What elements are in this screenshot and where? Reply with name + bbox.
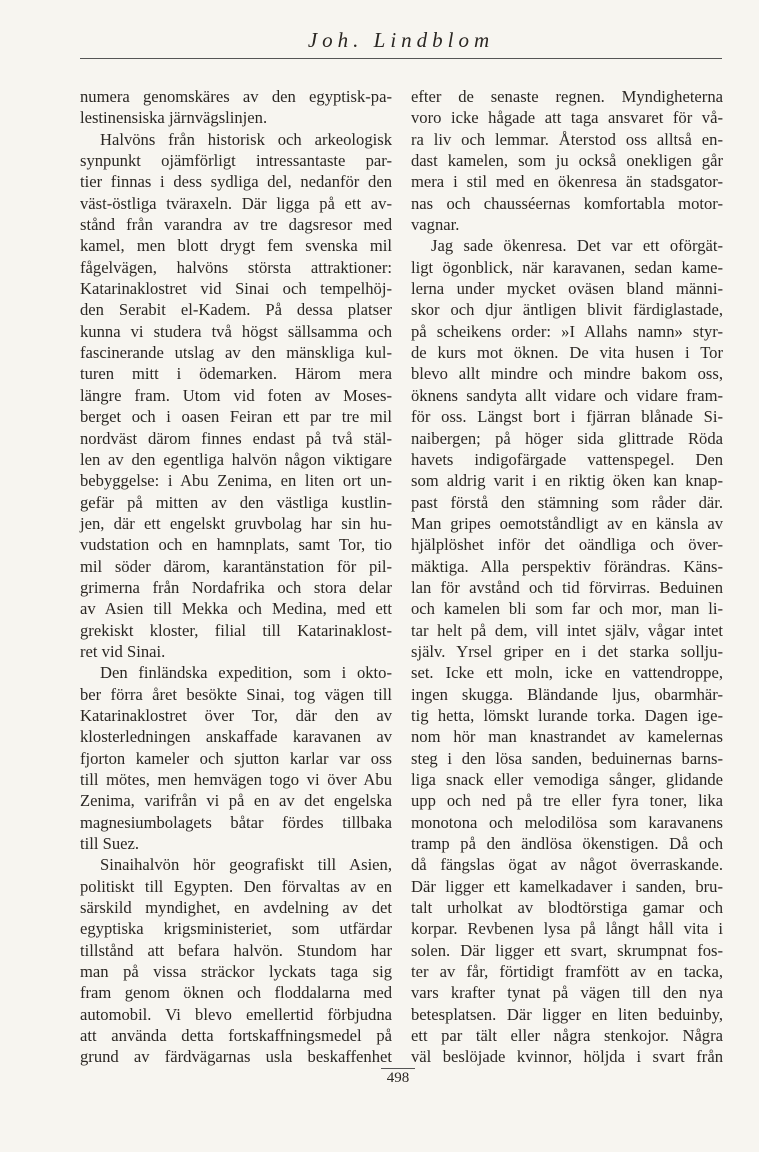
text-line: numera genomskäres av den egyptisk-pa- <box>80 87 392 106</box>
text-line: och kamelen bli som far och mor, man li- <box>411 599 723 619</box>
text-line: Katarinaklostret vid Sinai och tempelhöj- <box>80 279 392 299</box>
text-line: skor och djur äntligen blivit färdiglastade, <box>411 300 723 320</box>
text-line: upp och ned på tre eller fyra toner, lika <box>411 791 723 811</box>
text-line: för oss. Längst bort i fjärran blånade Si- <box>411 407 723 427</box>
text-line: till Suez. <box>80 834 139 854</box>
paragraph <box>80 662 392 854</box>
text-line: voro icke hågade att taga ansvaret för vå- <box>411 108 723 128</box>
right-column <box>411 86 723 1068</box>
text-line: liga snack eller vemodiga sånger, glidande <box>411 770 723 789</box>
text-line: grimerna från Nordafrika och stora delar <box>80 577 392 597</box>
text-line: ingen skugga. Bländande ljus, obarmhär- <box>411 684 723 704</box>
text-line: hjälplöshet inför det oändliga och över- <box>411 535 723 555</box>
text-line: fjorton kameler och sjutton karlar var oss <box>80 748 392 768</box>
text-line: lestinensiska järnvägslinjen. <box>80 108 268 128</box>
text-line: synpunkt ojämförligt intressantaste par- <box>80 151 392 171</box>
text-line: politiskt till Egypten. Den förvaltas av en <box>80 876 392 896</box>
text-line: då fängslas ögat av något överraskande. <box>411 855 723 875</box>
text-line: Zenima, varifrån vi på en av det engelska <box>80 791 392 811</box>
text-line: set. Icke ett moln, icke en vattendroppe, <box>411 663 723 683</box>
text-line: tier finnas i dess sydliga del, nedanför den <box>80 172 392 192</box>
text-line: vars krafter tynat på vägen till den nya <box>411 983 723 1003</box>
text-line: nas och chausséernas komfortabla motor- <box>411 193 723 213</box>
text-line: tillstånd att befara halvön. Stundom har <box>80 940 392 960</box>
text-line: ter av får, förtidigt framfött av en tacka, <box>411 962 723 982</box>
text-line: magnesiumbolagets båtar fördes tillbaka <box>80 812 392 832</box>
text-line: tar helt på dem, vill intet själv, vågar intet <box>411 620 723 640</box>
text-line: gefär på mitten av den västliga kustlin- <box>80 492 392 512</box>
text-line: fram genom öknen och floddalarna med <box>80 983 392 1003</box>
text-line: Jag sade ökenresa. Det var ett oförgät- <box>431 236 723 256</box>
text-line: turen mitt i ödemarken. Härom mera <box>80 364 392 384</box>
text-line: ret vid Sinai. <box>80 641 166 661</box>
text-line: tig hetta, lömskt lurande torka. Dagen ige- <box>411 705 723 725</box>
text-line: lerna under mycket oväsen bland männi- <box>411 279 723 299</box>
text-line: själv. Yrsel griper en i det starka sollju- <box>411 641 723 661</box>
text-line: betesplatsen. Där ligger en liten beduinby, <box>411 1004 723 1024</box>
text-line: lan för avstånd och tid förvirras. Beduinen <box>411 577 723 597</box>
text-line: Man gripes oemotståndligt av en känsla av <box>411 513 723 533</box>
text-line: len av den egentliga halvön någon viktigare <box>80 449 392 469</box>
text-line: vagnar. <box>411 215 460 235</box>
page-number: 498 <box>386 1070 410 1086</box>
text-line: klosterledningen anskaffade karavanen av <box>80 727 392 747</box>
text-line: tramp på den ändlösa ökenstigen. Då och <box>411 834 723 854</box>
text-line: ligt ögonblick, när karavanen, sedan kame- <box>411 257 723 277</box>
paragraph <box>80 86 392 129</box>
text-line: efter de senaste regnen. Myndigheterna <box>411 87 723 106</box>
text-line: nom hör man knastrandet av kamelernas <box>411 727 723 747</box>
text-line: naibergen; på höger sida glittrade Röda <box>411 428 723 448</box>
text-line: ra liv och lemmar. Återstod oss alltså en- <box>411 129 723 149</box>
paragraph <box>80 129 392 663</box>
paragraph <box>411 86 723 235</box>
text-line: mäktiga. Alla perspektiv förändras. Käns- <box>411 556 723 576</box>
text-line: monotona och melodilösa som karavanens <box>411 812 723 832</box>
text-line: att använda detta fortskaffningsmedel på <box>80 1026 392 1046</box>
text-line: automobil. Vi blevo emellertid förbjudna <box>80 1004 392 1024</box>
text-line: vudstation och en hamnplats, samt Tor, tio <box>80 535 392 555</box>
text-line: egyptiska krigsministeriet, som utfärdar <box>80 919 392 939</box>
text-line: Katarinaklostret över Tor, där den av <box>80 705 392 725</box>
text-line: dast kamelen, som ju också onekligen går <box>411 151 723 171</box>
page-number-rule <box>381 1068 415 1069</box>
text-line: öknens sandyta allt vidare och vidare fram- <box>411 385 723 405</box>
text-line: väl beslöjade kvinnor, höljda i svart från <box>411 1047 723 1067</box>
text-line: mera i stil med en ökenresa än stadsgator- <box>411 172 723 192</box>
text-line: man på vissa sträckor lyckats taga sig <box>80 962 392 982</box>
text-line: mil söder därom, karantänstation för pil- <box>80 556 392 576</box>
text-line: Där ligger ett kamelkadaver i sanden, bru- <box>411 876 723 896</box>
text-line: jen, där ett engelskt gruvbolag har sin hu- <box>80 513 392 533</box>
text-line: till mötes, men hemvägen togo vi över Abu <box>80 770 392 789</box>
paragraph <box>411 235 723 1067</box>
text-line: den Serabit el-Kadem. På dessa platser <box>80 300 392 320</box>
text-line: kamel, men blott drygt fem svenska mil <box>80 236 392 256</box>
text-line: Den finländska expedition, som i okto- <box>100 663 392 683</box>
text-line: som aldrig varit i en riktig öken kan knap- <box>411 471 723 491</box>
text-line: fascinerande utslag av den mänskliga kul- <box>80 343 392 363</box>
text-line: på scheikens order: »I Allahs namn» styr- <box>411 321 723 341</box>
text-line: havets indigofärgade vattenspegel. Den <box>411 449 723 469</box>
header-title: Joh. Lindblom <box>307 28 495 52</box>
text-line: talt urholkat av blodtörstiga gamar och <box>411 898 723 918</box>
paragraph <box>80 854 392 1067</box>
text-line: blevo allt mindre och mindre bakom oss, <box>411 364 723 384</box>
text-line: steg i den lösa sanden, beduinernas barns- <box>411 748 723 768</box>
running-header <box>80 26 722 59</box>
text-line: ber förra året besökte Sinai, tog vägen till <box>80 684 392 704</box>
text-line: bebyggelse: i Abu Zenima, en liten ort un- <box>80 471 392 491</box>
text-line: Halvöns från historisk och arkeologisk <box>100 129 392 149</box>
text-line: grekiskt kloster, filial till Katarinaklost- <box>80 620 392 640</box>
text-line: stånd från varandra av tre dagsresor med <box>80 215 392 235</box>
text-line: past förstå den stämning som råder där. <box>411 492 723 512</box>
text-line: de kurs mot öknen. De vita husen i Tor <box>411 343 723 363</box>
text-line: särskild myndighet, en avdelning av det <box>80 898 392 918</box>
text-line: av Asien till Mekka och Medina, med ett <box>80 599 392 619</box>
text-line: korpar. Revbenen lysa på långt håll vita i <box>411 919 723 939</box>
text-line: kunna vi studera två högst sällsamma och <box>80 321 392 341</box>
text-line: fågelvägen, halvöns största attraktioner: <box>80 257 392 277</box>
text-line: berget och i oasen Feiran ett par tre mil <box>80 407 392 427</box>
text-line: grund av färdvägarnas usla beskaffenhet <box>80 1047 392 1067</box>
text-line: väst-östliga tväraxeln. Där ligga på ett av- <box>80 193 392 213</box>
text-line: längre fram. Utom vid foten av Moses- <box>80 385 392 405</box>
text-line: ett par tält eller några stenkojor. Några <box>411 1026 723 1046</box>
text-line: solen. Där ligger ett svart, skrumpnat fos- <box>411 940 723 960</box>
left-column <box>80 86 392 1068</box>
text-line: nordväst därom finnes endast på två stäl- <box>80 428 392 448</box>
text-line: Sinaihalvön hör geografiskt till Asien, <box>100 855 392 875</box>
